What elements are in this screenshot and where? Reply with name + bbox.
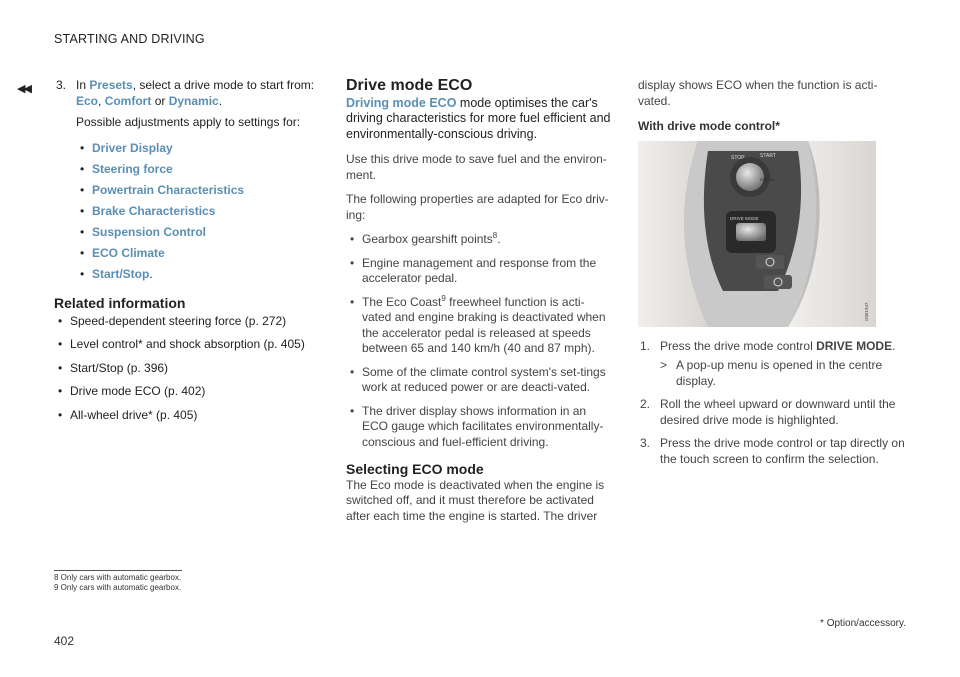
column-left	[54, 78, 324, 431]
step-text: In	[76, 78, 90, 92]
footnote-9: 9 Only cars with automatic gearbox.	[54, 583, 182, 592]
step-number: 2.	[640, 397, 651, 411]
step-text: Press the drive mode control	[660, 338, 817, 353]
comfort-link[interactable]: Comfort	[104, 93, 152, 108]
settings-link[interactable]: Start/Stop	[92, 266, 150, 281]
drive-mode-control-label: DRIVE MODE	[816, 338, 893, 353]
item-text: The Eco Coast	[362, 294, 442, 309]
footnote-8: 8 Only cars with automatic gearbox.	[54, 573, 182, 582]
step-3	[54, 78, 324, 282]
settings-intro: Possible adjustments apply to settings for:	[76, 115, 301, 129]
footnote-ref[interactable]: 9	[441, 293, 446, 303]
list-item	[346, 295, 611, 357]
section-title: Drive mode ECO	[346, 77, 473, 94]
settings-item[interactable]	[76, 162, 324, 178]
punct: .	[149, 266, 153, 281]
result-arrow-icon: >	[660, 358, 668, 372]
result-text: A pop-up menu is opened in the centre display.	[676, 358, 883, 388]
punct: .	[497, 232, 501, 246]
start-label: START	[760, 152, 776, 159]
drive-mode-control-photo	[638, 141, 876, 327]
list-item: • Engine management and response from the accelerator pedal.	[346, 256, 611, 287]
drive-mode-label: DRIVE MODE	[730, 215, 759, 221]
option-accessory-note: * Option/accessory.	[820, 618, 906, 629]
related-information-heading: Related information	[54, 295, 186, 311]
settings-link[interactable]: Steering force	[92, 161, 173, 176]
dynamic-link[interactable]: Dynamic	[168, 93, 219, 108]
previous-page-chevron-icon[interactable]: ◀◀	[17, 83, 30, 95]
console-illustration	[638, 141, 876, 327]
footnote-ref[interactable]: 8	[492, 231, 498, 240]
list-item	[346, 232, 611, 248]
list-item: • The driver display shows information in an ECO gauge which facilitates environmentally-conscious and fuel-efficient driving.	[346, 404, 611, 451]
procedure-step-1	[638, 339, 908, 390]
settings-item[interactable]	[76, 183, 324, 199]
item-text: freewheel function is acti-vated and engine braking is deactivated when the accelerator pedal is released at speeds between 65 and 140 km/h (40 and 87 mph).	[362, 294, 606, 355]
image-caption: With drive mode control*	[638, 119, 780, 133]
lead-text: mode optimises the car's driving characteristics for more fuel efficient and environmentally-conscious driving.	[346, 95, 611, 141]
image-code: G061947	[864, 301, 869, 321]
settings-item[interactable]	[76, 204, 324, 220]
step-result	[660, 358, 908, 389]
page-number: 402	[54, 634, 75, 648]
related-item[interactable]: • Speed-dependent steering force (p. 272)	[54, 314, 324, 330]
settings-link[interactable]: Powertrain Characteristics	[92, 182, 245, 197]
column-middle	[346, 78, 611, 524]
footnote-divider	[54, 570, 182, 571]
eco-link[interactable]: Eco	[76, 93, 99, 108]
procedure-step-3	[638, 436, 908, 467]
engine-label: ENGINE	[760, 176, 776, 182]
step-number: 3.	[56, 78, 67, 92]
punct: .	[892, 338, 896, 353]
settings-link[interactable]: Driver Display	[92, 140, 173, 155]
punct: ,	[98, 93, 105, 108]
step-text: , select a drive mode to start from:	[132, 78, 315, 92]
punct: .	[218, 93, 223, 108]
item-text: Gearbox gearshift points	[362, 232, 493, 246]
step-text: Press the drive mode control or tap directly on the touch screen to confirm the selection.	[660, 436, 905, 466]
lead-paragraph	[346, 96, 611, 143]
paragraph: Use this drive mode to save fuel and the environ-ment.	[346, 152, 607, 182]
eco-properties-list	[346, 232, 611, 450]
step-text: or	[151, 93, 169, 108]
list-item: • Some of the climate control system's set-tings work at reduced power or are deacti-vated.	[346, 365, 611, 396]
driving-mode-eco-link[interactable]: Driving mode ECO	[346, 95, 457, 110]
related-item[interactable]: • Start/Stop (p. 396)	[54, 361, 324, 377]
settings-link[interactable]: ECO Climate	[92, 245, 165, 260]
paragraph: The following properties are adapted for Eco driv-ing:	[346, 192, 609, 222]
presets-link[interactable]: Presets	[89, 78, 133, 92]
settings-link[interactable]: Suspension Control	[92, 224, 206, 239]
running-header: STARTING AND DRIVING	[54, 32, 205, 46]
paragraph: The Eco mode is deactivated when the engine is switched off, and it must therefore be activated after each time the engine is started. The driver	[346, 477, 605, 523]
settings-list	[76, 141, 324, 283]
step-number: 1.	[640, 338, 651, 353]
procedure-step-2	[638, 397, 908, 428]
related-list	[54, 314, 324, 424]
settings-item[interactable]	[76, 246, 324, 262]
settings-item[interactable]	[76, 225, 324, 241]
step-text: Roll the wheel upward or downward until the desired drive mode is highlighted.	[660, 397, 896, 427]
related-item[interactable]: • Drive mode ECO (p. 402)	[54, 384, 324, 400]
related-item[interactable]: • Level control* and shock absorption (p. 405)	[54, 337, 324, 353]
column-right	[638, 78, 908, 475]
settings-link[interactable]: Brake Characteristics	[92, 203, 216, 218]
settings-item[interactable]	[76, 267, 324, 283]
step-number: 3.	[640, 436, 651, 450]
selecting-eco-heading: Selecting ECO mode	[346, 461, 484, 477]
related-item[interactable]: • All-wheel drive* (p. 405)	[54, 408, 324, 424]
settings-item[interactable]	[76, 141, 324, 157]
stop-label: STOP	[731, 154, 745, 161]
paragraph-continued: display shows ECO when the function is acti-vated.	[638, 78, 878, 108]
